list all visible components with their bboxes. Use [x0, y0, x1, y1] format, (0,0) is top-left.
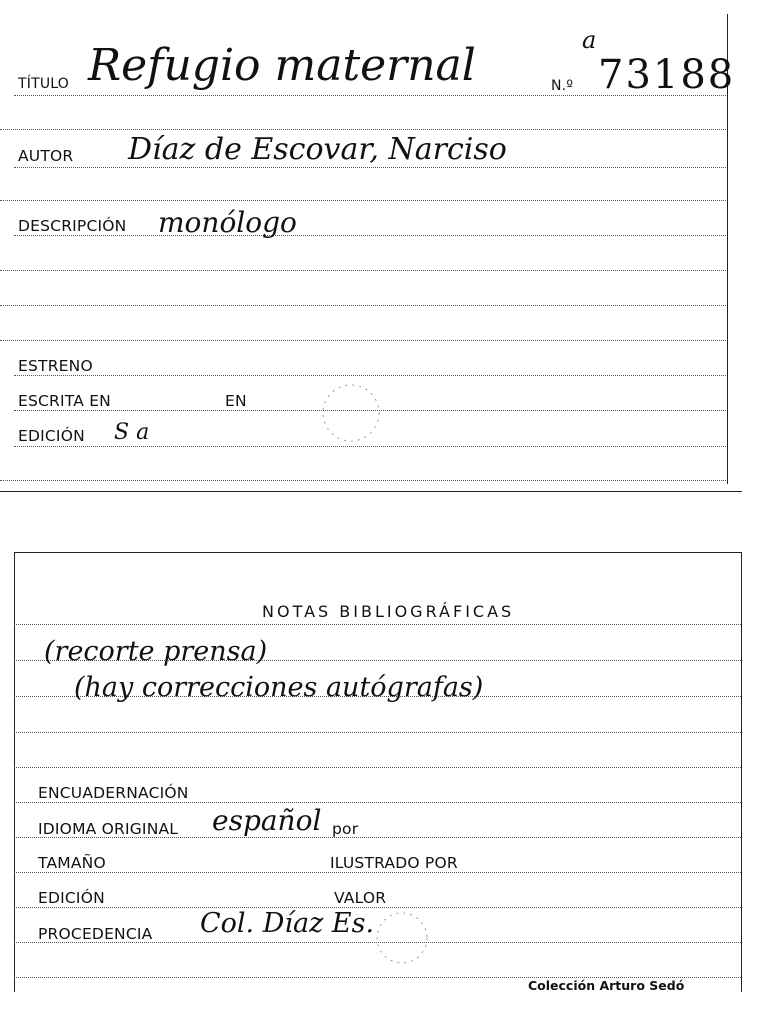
punch-hole-mark	[372, 908, 432, 968]
tamano-label: TAMAÑO	[38, 854, 106, 872]
procedencia-label: PROCEDENCIA	[38, 925, 153, 943]
rule-line	[14, 167, 726, 168]
descripcion-label: DESCRIPCIÓN	[18, 217, 127, 235]
card-top-edge	[14, 552, 742, 553]
back-card	[0, 552, 759, 1028]
rule-line	[14, 767, 741, 768]
back-card-right-edge	[741, 552, 742, 992]
procedencia-value: Col. Díaz Es.	[200, 908, 375, 939]
nota-line-2: (hay correcciones autógrafas)	[74, 672, 484, 703]
rule-line	[14, 375, 726, 376]
idioma-value: español	[212, 804, 322, 837]
rule-line	[14, 235, 726, 236]
rule-line	[0, 305, 726, 306]
front-card	[0, 0, 759, 492]
idioma-label: IDIOMA ORIGINAL	[38, 820, 179, 838]
escrita-label: ESCRITA EN	[18, 392, 111, 410]
punch-hole-mark	[318, 380, 384, 446]
rule-line	[14, 732, 741, 733]
rule-line	[14, 446, 726, 447]
titulo-value: Refugio maternal	[88, 40, 476, 91]
rule-line	[14, 872, 741, 873]
card-bottom-edge	[0, 491, 742, 492]
back-card-left-edge	[14, 552, 15, 992]
autor-label: AUTOR	[18, 147, 74, 165]
rule-line	[0, 480, 726, 481]
por-label: por	[332, 820, 359, 838]
rule-line	[0, 129, 726, 130]
rule-line	[14, 802, 741, 803]
notas-heading: NOTAS BIBLIOGRÁFICAS	[262, 602, 515, 621]
autor-value: Díaz de Escovar, Narciso	[128, 132, 507, 167]
rule-line	[14, 624, 741, 625]
rule-line	[0, 340, 726, 341]
ilustrado-label: ILUSTRADO POR	[330, 854, 458, 872]
nota-line-1: (recorte prensa)	[44, 636, 268, 667]
titulo-label: TÍTULO	[18, 76, 69, 92]
coleccion-stamp: Colección Arturo Sedó	[528, 978, 685, 993]
edicion-back-label: EDICIÓN	[38, 889, 105, 907]
valor-label: VALOR	[334, 889, 387, 907]
descripcion-value: monólogo	[158, 206, 297, 239]
edicion-label: EDICIÓN	[18, 427, 85, 445]
en-label: EN	[225, 392, 247, 410]
rule-line	[0, 270, 726, 271]
estreno-label: ESTRENO	[18, 357, 93, 375]
edicion-value: S a	[114, 420, 150, 445]
numero-value: 73188	[598, 52, 736, 98]
numero-superscript: a	[582, 26, 597, 54]
encuadernacion-label: ENCUADERNACIÓN	[38, 784, 189, 802]
numero-label: N.º	[551, 78, 574, 94]
rule-line	[0, 200, 726, 201]
